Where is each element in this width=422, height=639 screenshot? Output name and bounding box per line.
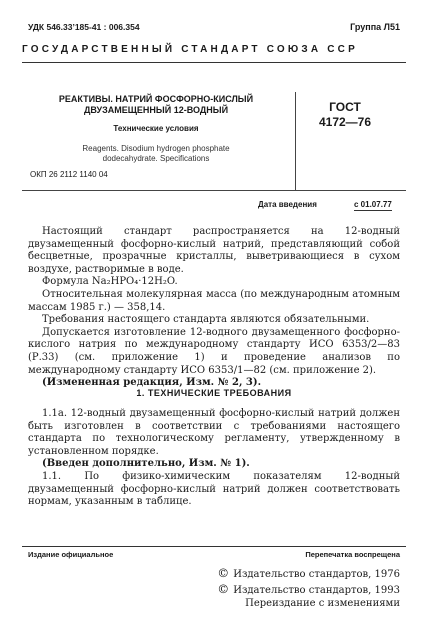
section-text xyxy=(28,408,400,509)
paragraph-added: (Введен дополнительно, Изм. № 1). xyxy=(42,458,250,470)
copyright-1976-text: Издательство стандартов, 1976 xyxy=(233,569,400,580)
gost-number: 4172—76 xyxy=(318,115,372,129)
title-line-2: ДВУЗАМЕЩЕННЫЙ 12-ВОДНЫЙ xyxy=(83,105,229,115)
gost-designation xyxy=(300,100,390,130)
gost-label: ГОСТ xyxy=(329,100,361,114)
paragraph-iso: Допускается изготовление 12-водного двузамещенного фосфорно-кислого натрия по международному стандарту ИСО 6353/2—83 (Р.33) (см. приложение 1) и проведение анализов по международному стандарту ИСО 6353/1—82 (см. приложение 2). xyxy=(28,326,400,376)
reissue-note: Переиздание с изменениями xyxy=(245,598,400,609)
copyright-1993-text: Издательство стандартов, 1993 xyxy=(233,585,400,596)
intro-date-value: с 01.07.77 xyxy=(354,200,392,209)
intro-date-label: Дата введения xyxy=(258,200,317,209)
reprint-notice: Перепечатка воспрещена xyxy=(305,550,400,559)
section-heading: 1. ТЕХНИЧЕСКИЕ ТРЕБОВАНИЯ xyxy=(136,388,292,398)
paragraph-mandatory: Требования настоящего стандарта являются обязательными. xyxy=(42,314,370,326)
copyright-icon: © xyxy=(217,566,230,580)
document-subtitle: Технические условия xyxy=(113,124,199,133)
official-edition: Издание официальное xyxy=(28,550,114,559)
top-rule xyxy=(22,62,406,63)
intro-text xyxy=(28,226,400,390)
state-standard-heading: ГОСУДАРСТВЕННЫЙ СТАНДАРТ СОЮЗА ССР xyxy=(22,44,358,55)
paragraph-molar-mass: Относительная молекулярная масса (по международным атомным массам 1985 г.) — 358,14. xyxy=(28,288,400,313)
english-title-line-2: dodecahydrate. Specifications xyxy=(102,154,210,163)
title-divider xyxy=(295,92,296,190)
paragraph-1-1: 1.1. По физико-химическим показателям 12-водный двузамещенный фосфорно-кислый натрий должен соответствовать нормам, указанным в таблице. xyxy=(28,470,400,508)
title-bottom-rule xyxy=(22,190,406,191)
group-code: Группа Л51 xyxy=(350,22,400,32)
english-title-line-1: Reagents. Disodium hydrogen phosphate xyxy=(82,144,230,153)
document-title xyxy=(30,94,282,116)
udk-code: УДК 546.33’185-41 : 006.354 xyxy=(28,22,140,32)
okp-code: ОКП 26 2112 1140 04 xyxy=(30,170,108,179)
english-title xyxy=(30,144,282,164)
copyright-icon: © xyxy=(217,582,230,596)
paragraph-formula: Формула Na₂HPO₄·12H₂O. xyxy=(42,276,178,288)
copyright-1976 xyxy=(217,566,400,580)
footer-rule xyxy=(22,546,406,547)
paragraph-amendment: (Измененная редакция, Изм. № 2, 3). xyxy=(42,377,262,389)
paragraph-1-1a: 1.1а. 12-водный двузамещенный фосфорно-кислый натрий должен быть изготовлен в соответствии с требованиями настоящего стандарта по технологическому регламенту, утвержденному в установленном порядке. xyxy=(28,408,400,457)
paragraph-scope: Настоящий стандарт распространяется на 12-водный двузамещенный фосфорно-кислый натрий, представляющий собой бесцветные, прозрачные кристаллы, выветривающиеся в сухом воздухе, растворимые в воде. xyxy=(28,226,400,275)
copyright-1993 xyxy=(217,582,400,596)
title-line-1: РЕАКТИВЫ. НАТРИЙ ФОСФОРНО-КИСЛЫЙ xyxy=(58,94,254,104)
